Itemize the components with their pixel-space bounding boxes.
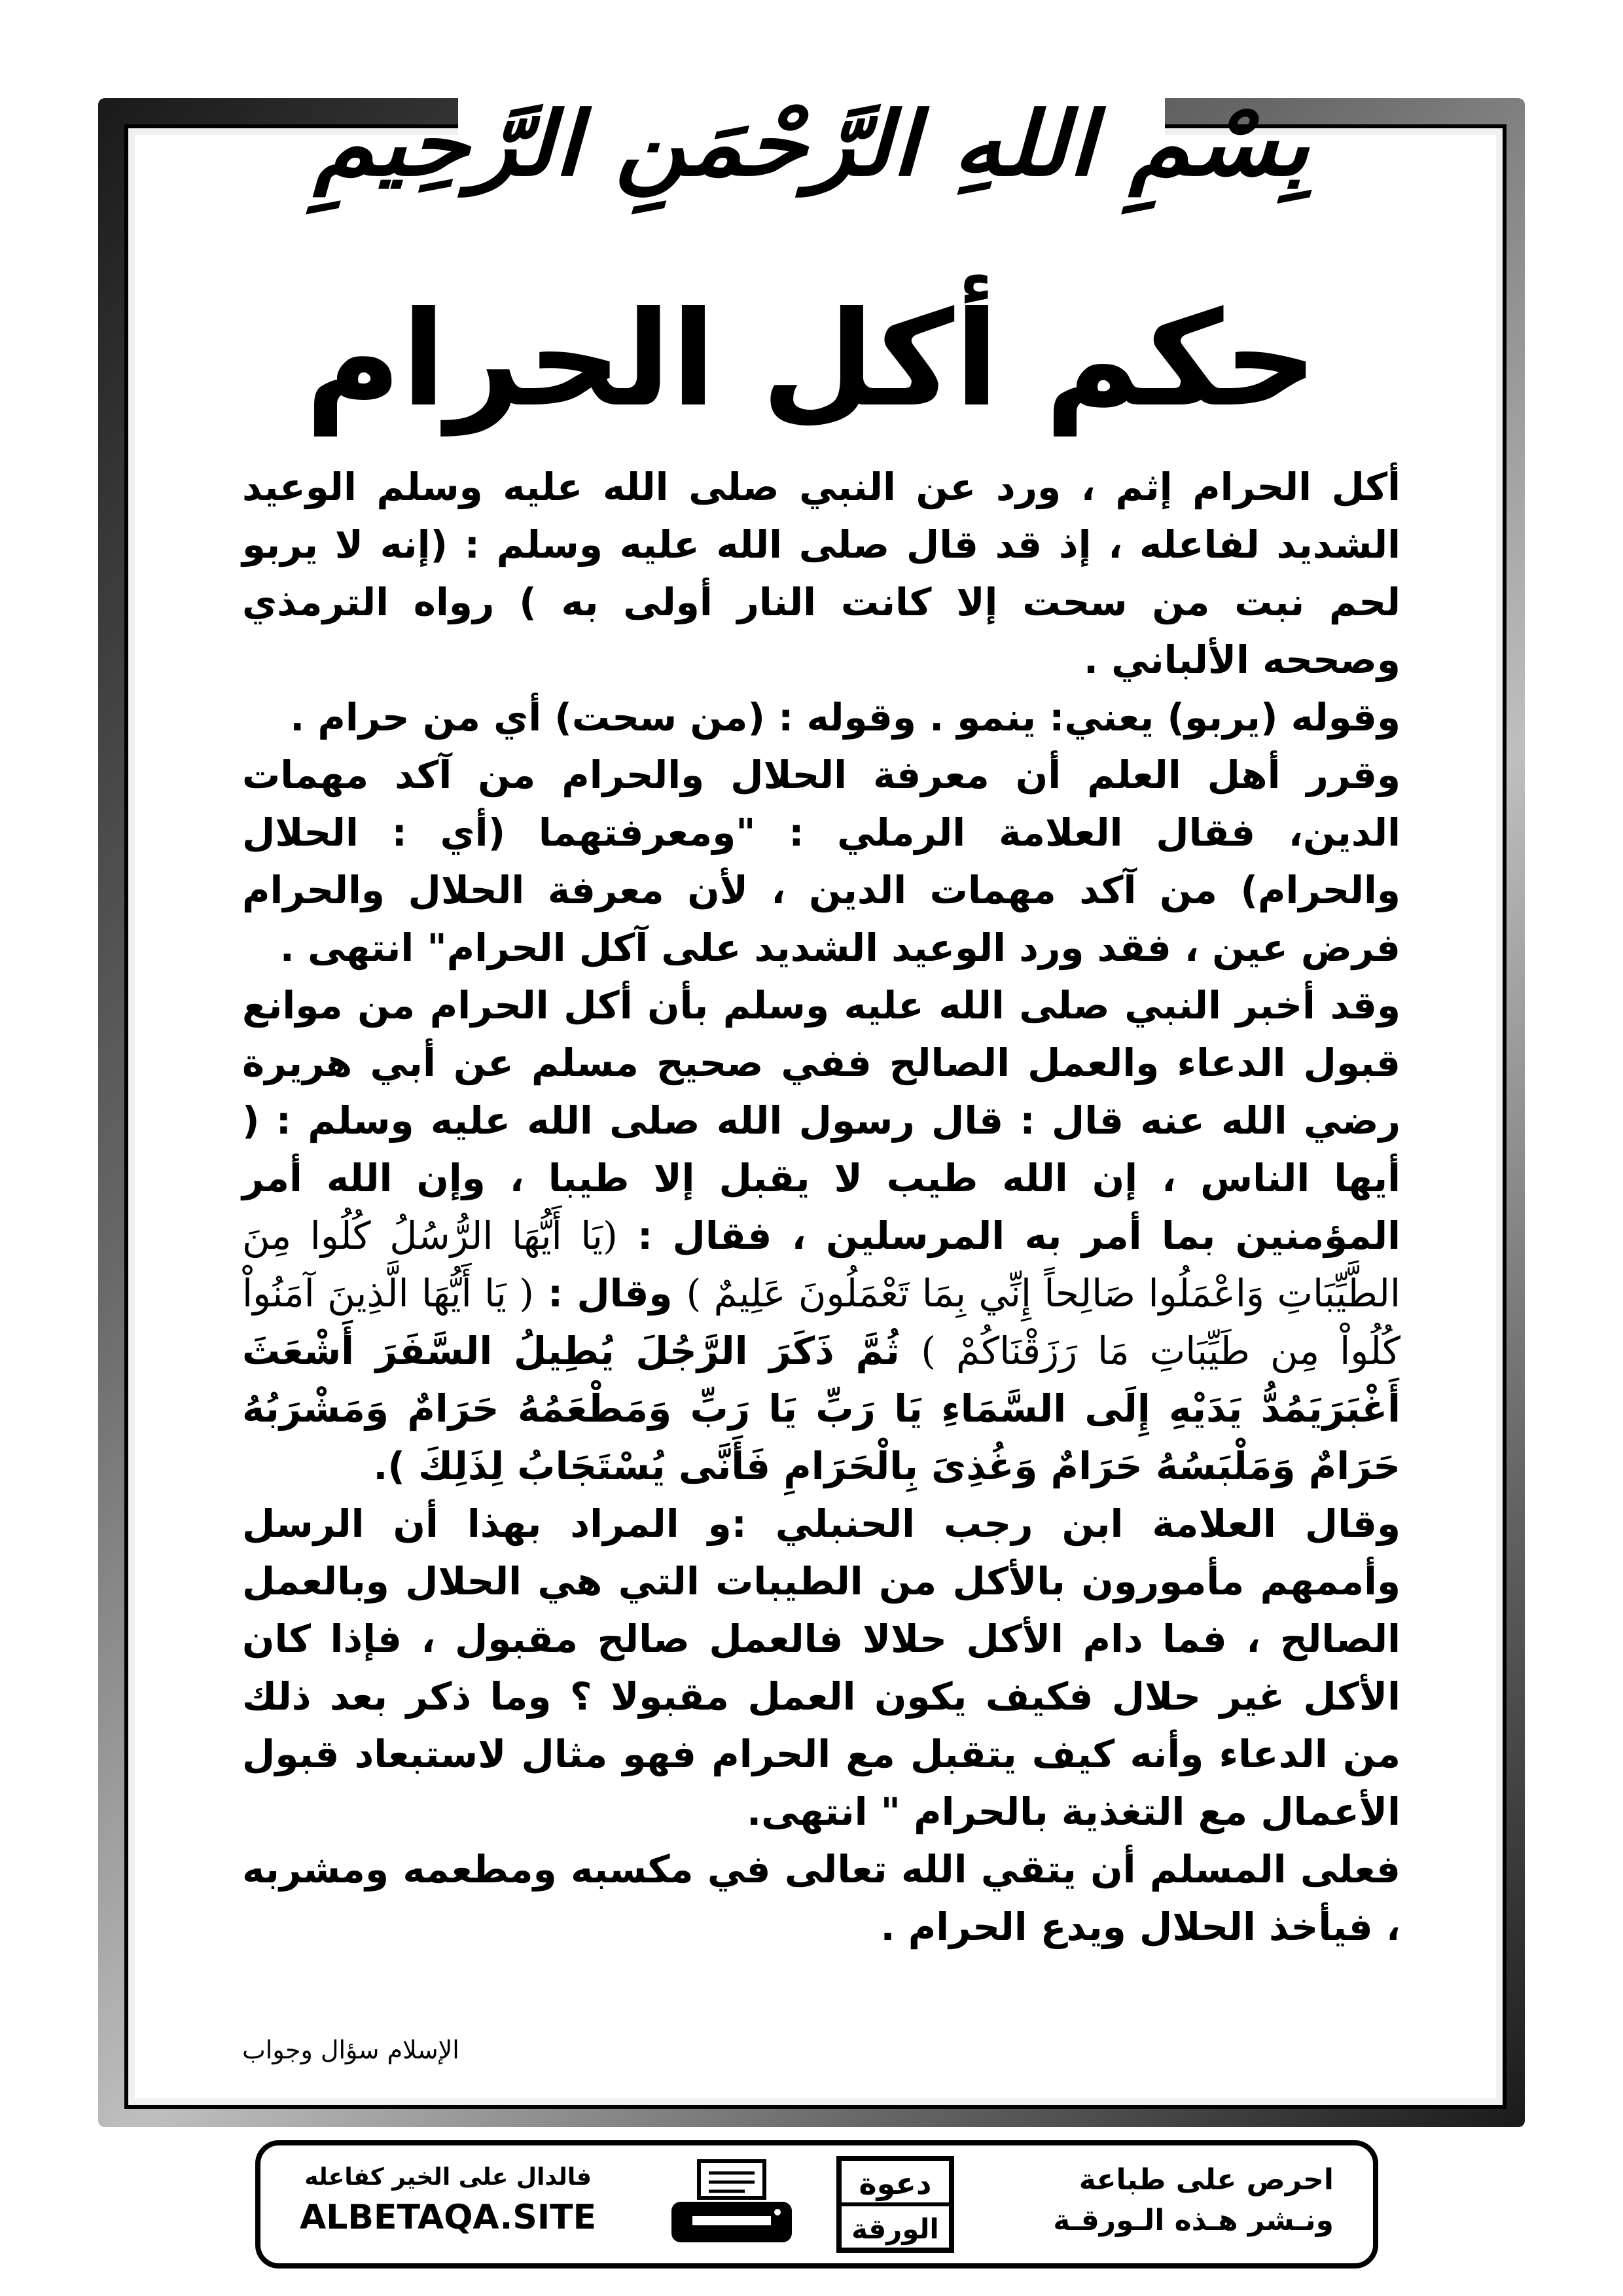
paragraph: فعلى المسلم أن يتقي الله تعالى في مكسبه ومطعمه ومشربه ، فيأخذ الحلال ويدع الحرام . xyxy=(242,1847,1400,1949)
logo-text: الورقة xyxy=(851,2213,939,2245)
footer-print-notice xyxy=(1053,2160,1334,2241)
footer-right-line: ونـشر هـذه الـورقـة xyxy=(1053,2204,1334,2237)
basmala-calligraphy: بِسْمِ اللهِ الرَّحْمَنِ الرَّحِيمِ xyxy=(313,92,1310,196)
hadith-ending: ثُمَّ ذَكَرَ الرَّجُلَ يُطِيلُ السَّفَرَ أَشْعَثَ أَغْبَرَيَمُدُّ يَدَيْهِ إِلَى السَّمَاءِ يَا رَبِّ يَا رَبِّ وَمَطْعَمُهُ حَرَامٌ وَمَشْرَبُهُ حَرَامٌ وَمَلْبَسُهُ حَرَامٌ وَغُذِىَ بِالْحَرَامِ فَأَنَّى يُسْتَجَابُ لِذَلِكَ ). xyxy=(242,1329,1400,1488)
paragraph: أكل الحرام إثم ، ورد عن النبي صلى الله عليه وسلم الوعيد الشديد لفاعله ، إذ قد قال صلى الله عليه وسلم : (إنه لا يربو لحم نبت من سحت إلا كانت النار أولى به ) رواه الترمذي وصححه الألباني . xyxy=(242,465,1400,682)
logo-text: دعوة xyxy=(859,2166,932,2201)
paragraph xyxy=(242,977,1400,1495)
site-link[interactable]: ALBETAQA.SITE xyxy=(300,2198,597,2237)
dawat-alwaraqa-logo xyxy=(836,2156,954,2253)
page-title: حكم أكل الحرام xyxy=(305,283,1318,436)
footer-right-line: احرص على طباعة xyxy=(1079,2163,1334,2197)
footer-left-line: فالدال على الخير كفاعله xyxy=(304,2164,592,2191)
quran-verse-2: ( يَا أَيُّهَا الَّذِينَ آمَنُواْ كُلُواْ مِن طَيِّبَاتِ مَا رَزَقْنَاكُمْ ) xyxy=(242,1271,1401,1373)
basmala-header xyxy=(313,26,1310,262)
printer-icon xyxy=(666,2159,797,2250)
footer-site xyxy=(300,2160,596,2240)
paragraph: وقرر أهل العلم أن معرفة الحلال والحرام من آكد مهمات الدين، فقال العلامة الرملي : "ومعرفتهما (أي : الحلال والحرام) من آكد مهمات الدين ، لأن معرفة الحلال والحرام فرض عين ، فقد ورد الوعيد الشديد على آكل الحرام" انتهى . xyxy=(242,753,1400,970)
paragraph: وقال العلامة ابن رجب الحنبلي :و المراد بهذا أن الرسل وأممهم مأمورون بالأكل من الطيبات التي هي الحلال وبالعمل الصالح ، فما دام الأكل حلالا فالعمل صالح مقبول ، فإذا كان الأكل غير حلال فكيف يكون العمل مقبولا ؟ وما ذكر بعد ذلك من الدعاء وأنه كيف يتقبل مع الحرام فهو مثال لاستبعاد قبول الأعمال مع التغذية بالحرام " انتهى. xyxy=(242,1501,1400,1834)
quran-verse-1: (يَا أَيُّهَا الرُّسُلُ كُلُوا مِنَ الطَّيِّبَاتِ وَاعْمَلُوا صَالِحاً إِنِّي بِمَا تَعْمَلُونَ عَلِيمٌ ) xyxy=(242,1213,1401,1316)
hadith-text: وقد أخبر النبي صلى الله عليه وسلم بأن أكل الحرام من موانع قبول الدعاء والعمل الصالح ففي صحيح مسلم عن أبي هريرة رضي الله عنه قال : قال رسول الله صلى الله عليه وسلم : ( أيها الناس ، إن الله طيب لا يقبل إلا طيبا ، وإن الله أمر المؤمنين بما أمر به المرسلين ، فقال : xyxy=(242,983,1400,1258)
source-credit: الإسلام سؤال وجواب xyxy=(242,2036,459,2064)
article-body xyxy=(242,458,1400,1956)
paragraph: وقوله (يربو) يعني: ينمو . وقوله : (من سحت) أي من حرام . xyxy=(290,695,1400,740)
quran-intro: وقال : xyxy=(548,1271,673,1316)
footer-banner xyxy=(255,2140,1378,2269)
